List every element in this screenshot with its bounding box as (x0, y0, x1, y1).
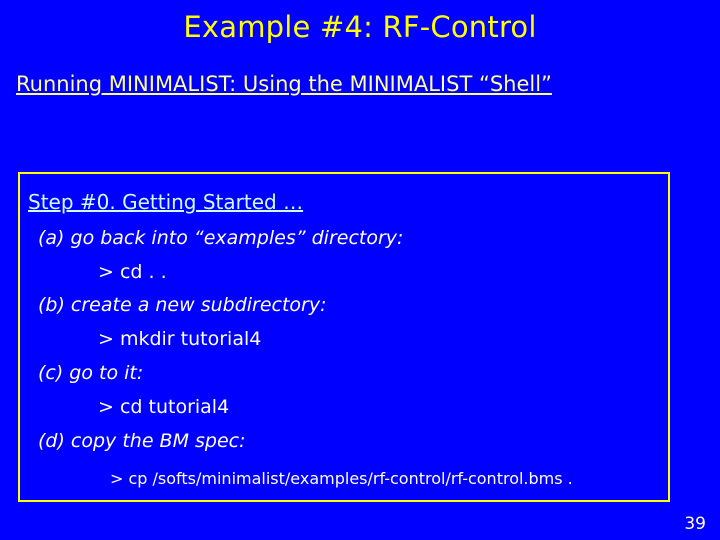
content-line-c-command: > cd tutorial4 (98, 396, 230, 418)
slide-subtitle: Running MINIMALIST: Using the MINIMALIST “Shell” (16, 72, 552, 96)
content-line-a-command: > cd . . (98, 261, 167, 283)
page-title: Example #4: RF-Control (183, 10, 537, 44)
page-number: 39 (684, 514, 706, 534)
content-line-d-command: > cp /softs/minimalist/examples/rf-control/rf-control.bms . (110, 469, 573, 488)
content-line-b-command: > mkdir tutorial4 (98, 328, 262, 350)
content-line-b: (b) create a new subdirectory: (38, 294, 327, 316)
content-line-c: (c) go to it: (38, 362, 144, 384)
step-heading: Step #0. Getting Started … (28, 190, 304, 214)
content-line-d: (d) copy the BM spec: (38, 430, 246, 452)
content-line-a: (a) go back into “examples” directory: (38, 227, 404, 249)
content-box (18, 172, 670, 502)
